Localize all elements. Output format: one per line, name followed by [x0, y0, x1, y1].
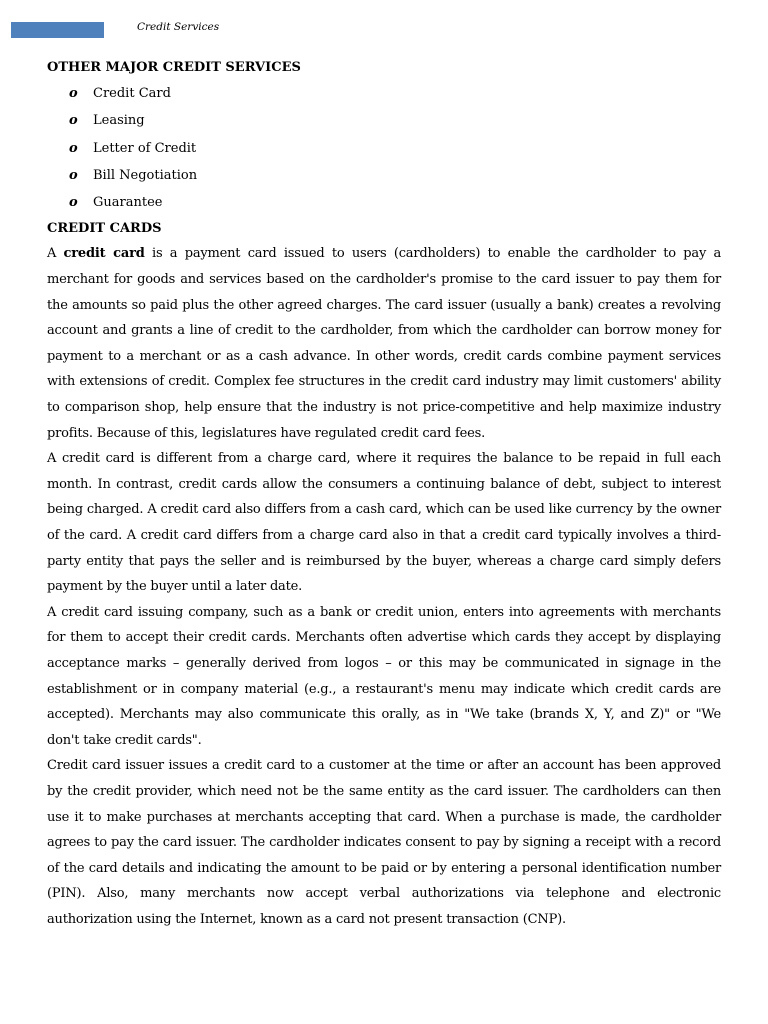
- term-credit-card: credit card: [63, 246, 145, 262]
- paragraph-lead: A: [47, 246, 64, 262]
- list-item: [47, 107, 721, 134]
- bullet-icon: o: [69, 140, 78, 156]
- charge-card-comparison-paragraph: A credit card is different from a charge card, where it requires the balance to be repaid in full each month. In contrast, credit cards allow the consumers a continuing balance of debt, subject to interest being charged. A credit card also differs from a cash card, which can be used like currency by the owner of the card. A credit card differs from a charge card also in that a credit card typically involves a third-party entity that pays the seller and is reimbursed by the buyer, whereas a charge card simply defers payment by the buyer until a later date.: [47, 451, 721, 595]
- list-item-text: Credit Card: [93, 86, 171, 101]
- merchant-agreements-paragraph: A credit card issuing company, such as a bank or credit union, enters into agreements with merchants for them to accept their credit cards. Merchants often advertise which cards they accept by displaying acceptance marks – generally derived from logos – or this may be communicated in signage in the establishment or in company material (e.g., a restaurant's menu may indicate which credit cards are accepted). Merchants may also communicate this orally, as in "We take (brands X, Y, and Z)" or "We don't take credit cards".: [47, 604, 721, 748]
- card-issuance-paragraph: Credit card issuer issues a credit card to a customer at the time or after an account has been approved by the credit provider, which need not be the same entity as the card issuer. The cardholders can then use it to make purchases at merchants accepting that card. When a purchase is made, the cardholder agrees to pay the card issuer. The cardholder indicates consent to pay by signing a receipt with a record of the card details and indicating the amount to be paid or by entering a personal identification number (PIN). Also, many merchants now accept verbal authorizations via telephone and electronic authorization using the Internet, known as a card not present transaction (CNP).: [47, 758, 721, 927]
- paragraph-text: is a payment card issued to users (cardholders) to enable the cardholder to pay a merchant for goods and services based on the cardholder's promise to the card issuer to pay them for the amounts so paid plus the other agreed charges. The card issuer (usually a bank) creates a revolving account and grants a line of credit to the cardholder, from which the cardholder can borrow money for payment to a merchant or as a cash advance. In other words, credit cards combine payment services with extensions of credit. Complex fee structures in the credit card industry may limit customers' ability to comparison shop, help ensure that the industry is not price-competitive and help maximize industry profits. Because of this, legislatures have regulated credit card fees.: [47, 246, 721, 441]
- list-item-text: Bill Negotiation: [93, 167, 198, 183]
- list-item-text: Guarantee: [93, 195, 163, 211]
- list-item: [47, 135, 721, 162]
- list-item: [47, 80, 721, 107]
- credit-card-definition-paragraph: [47, 241, 721, 446]
- credit-cards-heading: CREDIT CARDS: [47, 221, 162, 237]
- document-body: [47, 56, 721, 933]
- bullet-icon: o: [69, 86, 78, 101]
- list-item-text: Letter of Credit: [93, 140, 197, 156]
- services-list: [47, 80, 721, 216]
- list-item-text: Leasing: [93, 113, 145, 129]
- list-item: [47, 162, 721, 189]
- header-accent-bar: [11, 22, 104, 38]
- bullet-icon: o: [69, 195, 78, 211]
- running-header-title: Credit Services: [137, 21, 220, 33]
- services-heading: OTHER MAJOR CREDIT SERVICES: [47, 60, 301, 75]
- bullet-icon: o: [69, 113, 78, 129]
- list-item: [47, 189, 721, 216]
- bullet-icon: o: [69, 167, 78, 183]
